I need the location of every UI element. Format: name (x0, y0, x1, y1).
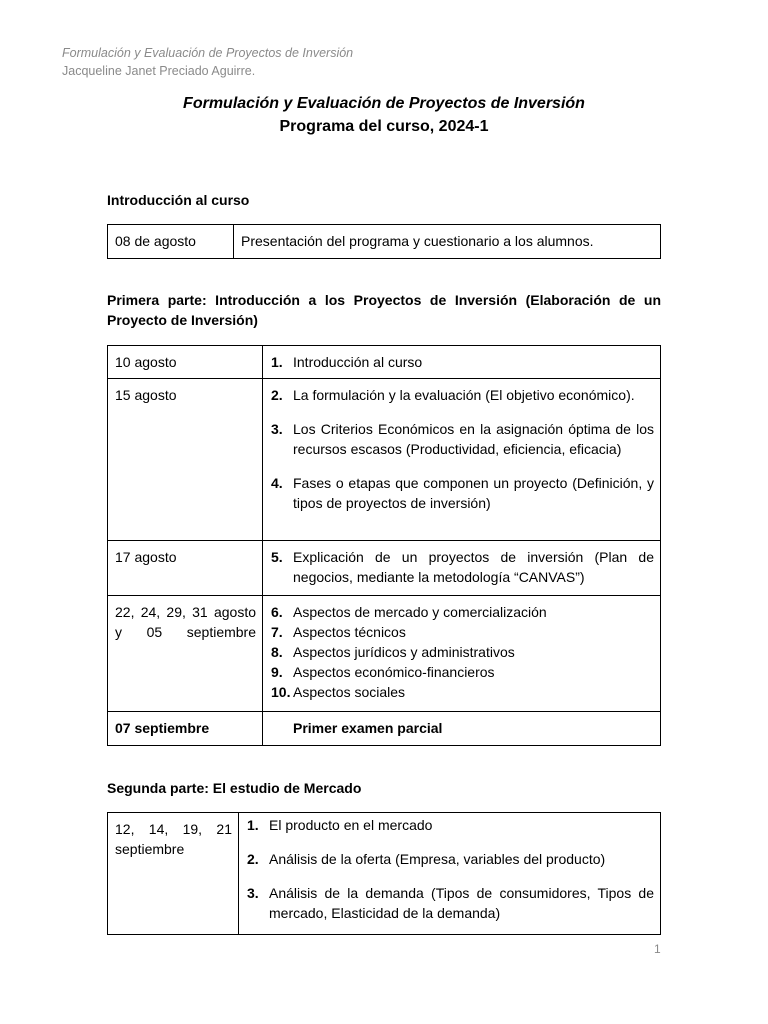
list-item (247, 849, 654, 869)
item-number: 10. (271, 684, 291, 700)
item-number: 3. (271, 421, 283, 437)
description-cell: Presentación del programa y cuestionario a los alumnos. (234, 225, 661, 259)
item-text: Explicación de un proyectos de inversión (Plan de negocios, mediante la metodología “CANVAS”) (293, 549, 654, 585)
items-cell (263, 596, 661, 712)
item-number: 6. (271, 604, 283, 620)
item-number: 2. (247, 851, 259, 867)
list-item (271, 602, 654, 622)
item-text: Aspectos económico-financieros (293, 664, 495, 680)
date-cell: 22, 24, 29, 31 agosto y 05 septiembre (108, 596, 263, 712)
item-number: 7. (271, 624, 283, 640)
list-item (271, 419, 654, 459)
table-row (108, 712, 661, 746)
list-item (271, 385, 654, 405)
date-cell: 15 agosto (108, 379, 263, 541)
date-cell: 10 agosto (108, 346, 263, 379)
date-cell: 12, 14, 19, 21 septiembre (108, 813, 239, 935)
intro-heading: Introducción al curso (107, 192, 250, 208)
item-number: 1. (271, 354, 283, 370)
header-author: Jacqueline Janet Preciado Aguirre. (62, 64, 256, 78)
item-number: 2. (271, 387, 283, 403)
part2-table (107, 812, 661, 935)
item-text: Introducción al curso (293, 354, 423, 370)
item-text: Aspectos jurídicos y administrativos (293, 644, 515, 660)
item-text: Los Criterios Económicos en la asignación óptima de los recursos escasos (Productividad, eficiencia, eficacia) (293, 421, 654, 457)
list-item (247, 883, 654, 923)
table-row (108, 813, 661, 935)
date-cell: 08 de agosto (108, 225, 234, 259)
items-cell (239, 813, 661, 935)
item-text: Aspectos de mercado y comercialización (293, 604, 547, 620)
exam-date-cell: 07 septiembre (108, 712, 263, 746)
list-item (271, 642, 654, 662)
item-number: 5. (271, 549, 283, 565)
part1-heading: Primera parte: Introducción a los Proyectos de Inversión (Elaboración de un Proyecto de Inversión) (107, 292, 661, 328)
running-header (62, 44, 353, 80)
list-item (271, 622, 654, 642)
items-cell (263, 379, 661, 541)
list-item (247, 815, 654, 835)
page-number: 1 (654, 942, 661, 956)
document-subtitle: Programa del curso, 2024-1 (279, 118, 489, 135)
part2-heading: Segunda parte: El estudio de Mercado (107, 780, 362, 796)
header-course: Formulación y Evaluación de Proyectos de Inversión (62, 46, 354, 60)
items-cell (263, 346, 661, 379)
item-text: Análisis de la demanda (Tipos de consumidores, Tipos de mercado, Elasticidad de la demanda) (269, 885, 654, 921)
list-item (271, 547, 654, 587)
items-cell (263, 541, 661, 596)
item-text: Análisis de la oferta (Empresa, variables del producto) (269, 851, 606, 867)
part1-table (107, 345, 661, 746)
table-row (108, 379, 661, 541)
date-cell: 17 agosto (108, 541, 263, 596)
table-row (108, 596, 661, 712)
item-number: 8. (271, 644, 283, 660)
exam-cell: Primer examen parcial (263, 712, 661, 746)
document-title: Formulación y Evaluación de Proyectos de Inversión (183, 95, 585, 112)
item-number: 1. (247, 817, 259, 833)
table-row (108, 346, 661, 379)
item-text: La formulación y la evaluación (El objetivo económico). (293, 387, 635, 403)
item-text: Aspectos sociales (293, 684, 406, 700)
table-row (108, 225, 661, 259)
table-row (108, 541, 661, 596)
item-text: El producto en el mercado (269, 817, 433, 833)
list-item (271, 662, 654, 682)
list-item (271, 473, 654, 513)
item-text: Fases o etapas que componen un proyecto (Definición, y tipos de proyectos de inversión) (293, 475, 654, 511)
item-number: 9. (271, 664, 283, 680)
list-item (271, 682, 654, 702)
item-number: 4. (271, 475, 283, 491)
item-text: Aspectos técnicos (293, 624, 406, 640)
intro-table (107, 224, 661, 259)
list-item (271, 352, 654, 372)
item-number: 3. (247, 885, 259, 901)
